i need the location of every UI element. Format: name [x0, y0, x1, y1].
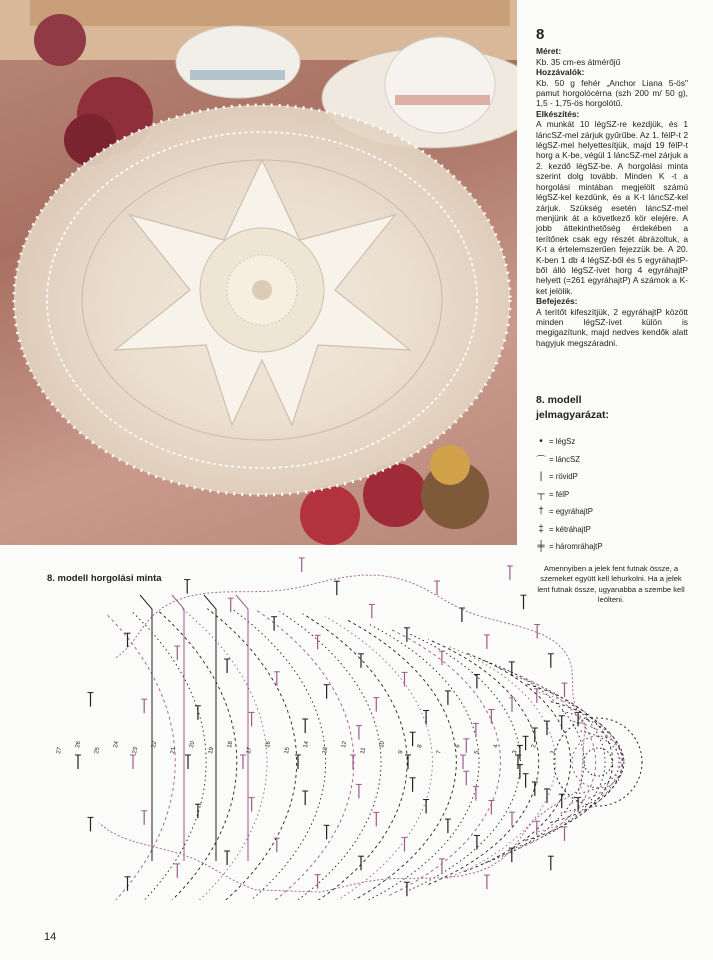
making-heading: Elkészítés:	[536, 108, 580, 119]
round-number-label: 5	[474, 750, 481, 755]
finishing-heading: Befejezés:	[536, 296, 578, 307]
round-number-label: 25	[94, 746, 102, 755]
round-number-label: 26	[75, 740, 83, 749]
size-text: Kb. 35 cm-es átmérőjű	[536, 56, 621, 67]
diagram-round	[409, 634, 520, 890]
legend-item: † = egyráhajtP	[536, 503, 696, 521]
legend-item: ⌒ = láncSZ	[536, 451, 696, 469]
chain-zigzag	[236, 595, 248, 861]
round-number-label: 9	[398, 750, 405, 755]
crochet-diagram	[30, 555, 670, 900]
diagram-round	[561, 711, 624, 813]
legend-item: ┬ = félP	[537, 488, 570, 500]
diagram-round	[280, 611, 382, 900]
round-number-label: 19	[208, 746, 216, 755]
round-number-label: 10	[379, 740, 387, 749]
materials-text: Kb. 50 g fehér „Anchor Liana 5-ös" pamut horgolócérna (szh 200 m/ 50 g), 1,5 - 1,75-ös horgolótű.	[536, 77, 688, 109]
legend-list	[536, 433, 696, 556]
center-round	[554, 718, 642, 806]
size-heading: Méret:	[536, 46, 562, 57]
round-number-label: 8	[417, 744, 424, 749]
round-number-label: 7	[436, 750, 443, 755]
materials-heading: Hozzávalók:	[536, 67, 585, 78]
pattern-number: 8	[536, 26, 545, 43]
round-number-label: 18	[227, 740, 235, 749]
round-number-label: 21	[170, 746, 178, 755]
diagram-round	[428, 640, 538, 885]
legend-note: Amennyiben a jelek fent futnak össze, a szemeket együtt kell lehurkolni. Ha a jelek lent futnak össze, ugyanabba a szembe kell leölteni.	[537, 563, 685, 604]
round-number-label: 15	[284, 746, 292, 755]
legend-item: ╪ = háromráhajtP	[537, 541, 603, 553]
legend-title-line1: 8. modell	[536, 394, 582, 406]
diagram-round	[232, 609, 326, 900]
round-number-label: 20	[189, 740, 197, 749]
round-number-label: 6	[455, 744, 462, 749]
page-number: 14	[44, 931, 57, 943]
round-number-label: 1	[550, 750, 557, 755]
round-number-label: 23	[132, 746, 140, 755]
chain-zigzag	[204, 595, 216, 861]
diagram-round	[389, 629, 500, 896]
round-number-label: 14	[303, 740, 311, 749]
doily	[14, 105, 510, 495]
doily-photo	[0, 0, 517, 545]
round-number-label: 24	[113, 740, 121, 749]
diagram-round	[132, 612, 206, 900]
picot-edge	[99, 575, 585, 892]
round-number-label: 2	[531, 744, 538, 749]
round-number-label: 4	[493, 744, 500, 749]
treble-crochet-icon: ‡	[538, 523, 544, 535]
single-crochet-icon: |	[539, 471, 543, 483]
chart-title: 8. modell horgolási minta	[47, 573, 162, 584]
round-number-label: 12	[341, 740, 349, 749]
half-double-icon: ┬	[537, 488, 545, 500]
legend-title-line2: jelmagyarázat:	[536, 409, 609, 421]
double-crochet-icon: †	[538, 506, 544, 518]
slip-stitch-icon: ⌒	[536, 455, 546, 467]
instructions-column	[536, 26, 688, 348]
legend-item: | = rövidP	[536, 468, 696, 486]
round-number-label: 16	[265, 740, 273, 749]
diagram-round	[579, 731, 620, 794]
doily-photo-illustration	[0, 0, 517, 545]
round-number-label: 11	[360, 747, 368, 755]
chain-stitch-icon: •	[539, 436, 543, 448]
making-text: A munkát 10 légSZ-re kezdjük, és 1 láncSZ-mel zárjuk gyűrűbe. Az 1. félP-t 2 légSZ-mel helyettesítjük, majd 19 félP-t horg a K-be, végül 1 láncSZ-mel zárjuk a 2. kezdő légSZ-be. A horgolási minta szerint dolg tovább. Minden K -t a horgolási mintában megjelölt számú légSZ-kel kezdünk, és a K-t láncSZ-kel zárjuk. Szükség esetén láncSZ-mel menjünk át a következő kör elejére. A jobb áttekinthetőség érdekében a terítőnek csak egy részét ábrázoltuk, a K-t a értelemszerűen fejezzük be. A 20. K-ben 1 db 4 légSZ-ből és 5 egyráhajtP-ből álló légSZ-ívet horg 4 egyráhajtP helyett (=261 egyráhajtP) A számok a K-ket jelölik.	[536, 119, 688, 296]
legend-item: ‡ = kétráhajtP	[536, 521, 696, 539]
legend-item: • = légSz	[536, 433, 696, 451]
diagram-round	[183, 609, 268, 900]
diagram-round	[256, 610, 354, 900]
round-number-label: 17	[246, 746, 254, 755]
diagram-round	[512, 675, 605, 849]
diagram-round	[325, 617, 432, 901]
round-number-label: 22	[151, 740, 159, 749]
round-number-label: 3	[512, 750, 519, 755]
double-treble-icon: ╪	[537, 541, 545, 553]
center-ring	[584, 748, 612, 776]
round-number-label: 13	[322, 746, 330, 755]
round-number-label: 27	[56, 746, 64, 755]
chain-zigzag	[140, 595, 152, 861]
finishing-text: A terítőt kifeszítjük, 2 egyráhajtP között minden légSZ-ívet külön is megigazítunk, majd nedves kendők alatt hagyjuk megszáradni.	[536, 306, 688, 348]
